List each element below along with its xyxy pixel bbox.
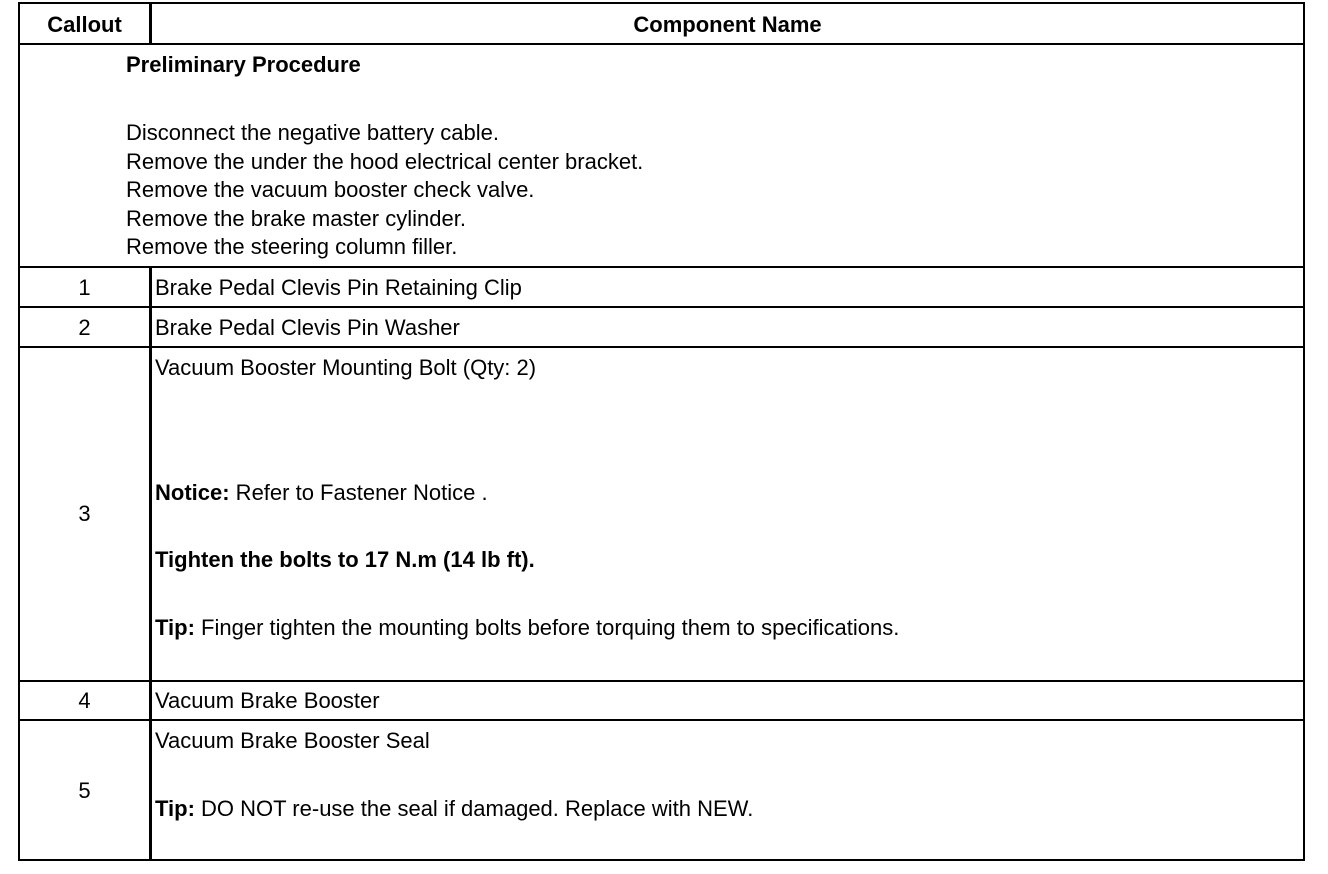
row-divider [20,266,1303,268]
tip-text: DO NOT re-use the seal if damaged. Replace with NEW. [194,796,754,821]
notice-text: Refer to Fastener Notice . [229,480,488,505]
callout-number: 3 [78,501,91,526]
preliminary-title: Preliminary Procedure [126,52,361,77]
preliminary-step: Remove the steering column filler. [126,234,458,259]
preliminary-step: Remove the under the hood electrical center bracket. [126,149,644,174]
callout-number: 2 [78,315,91,340]
tip-line [155,615,899,641]
row-divider [20,43,1303,45]
tip-label: Tip: [155,796,195,821]
callout-number: 4 [78,688,91,713]
component-name: Vacuum Brake Booster Seal [155,728,430,753]
row-divider [20,346,1303,348]
torque-spec: Tighten the bolts to 17 N.m (14 lb ft). [155,547,535,572]
component-name: Vacuum Booster Mounting Bolt (Qty: 2) [155,355,537,380]
preliminary-step: Remove the vacuum booster check valve. [126,177,535,202]
preliminary-step: Remove the brake master cylinder. [126,206,466,231]
component-name: Brake Pedal Clevis Pin Retaining Clip [155,275,522,300]
component-name: Vacuum Brake Booster [155,688,380,713]
tip-label: Tip: [155,615,195,640]
tip-text: Finger tighten the mounting bolts before torquing them to specifications. [194,615,900,640]
notice-label: Notice: [155,480,230,505]
row-divider [20,306,1303,308]
header-callout: Callout [47,12,122,37]
callout-number: 5 [78,778,91,803]
column-divider [149,266,152,859]
component-name: Brake Pedal Clevis Pin Washer [155,315,460,340]
notice-line [155,480,488,506]
tip-line [155,796,753,822]
row-divider [20,719,1303,721]
row-divider [20,680,1303,682]
header-component-name: Component Name [633,12,822,37]
preliminary-step: Disconnect the negative battery cable. [126,120,500,145]
callout-number: 1 [78,275,91,300]
procedure-table [18,2,1305,861]
